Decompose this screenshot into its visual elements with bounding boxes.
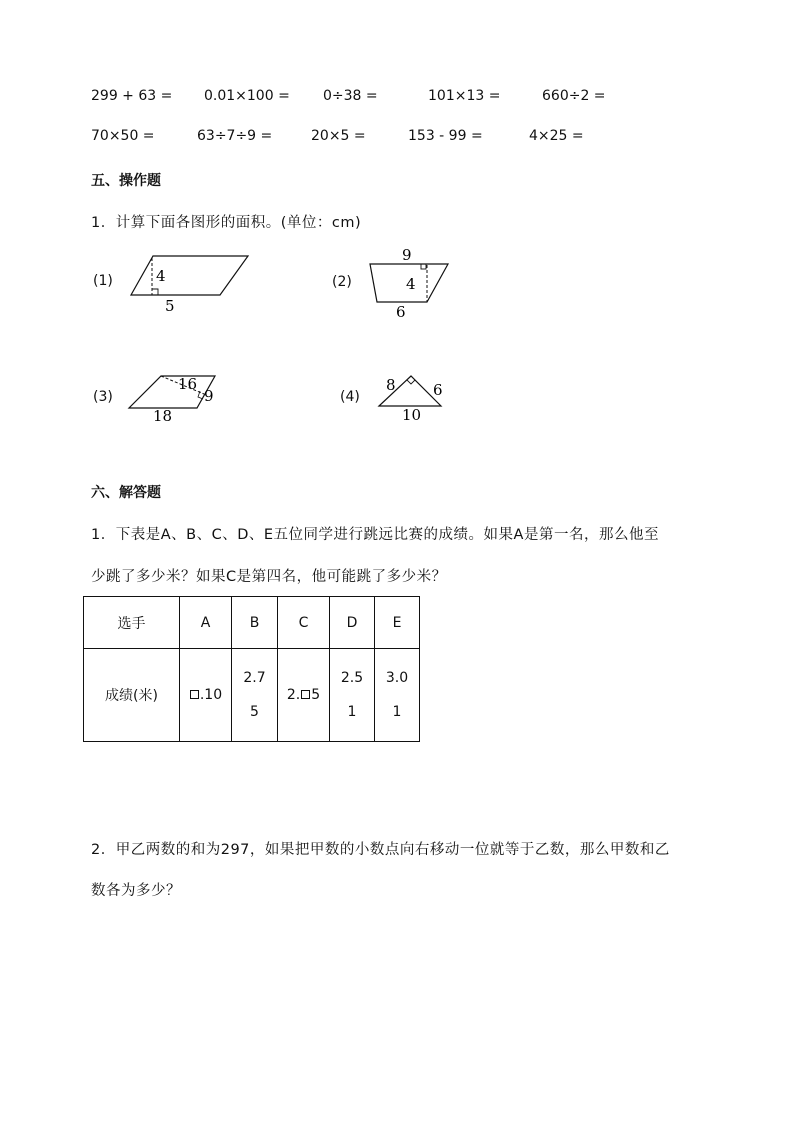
- figure-3-label: (3): [93, 389, 113, 405]
- header-c: C: [278, 597, 330, 649]
- section-5-title: 五、操作题: [91, 173, 161, 189]
- section-5-q1: 1．计算下面各图形的面积。(单位：cm): [91, 215, 362, 231]
- calc-r2-c4: 153 - 99 =: [408, 128, 483, 144]
- section-6-q1-line2: 少跳了多少米？如果C是第四名，他可能跳了多少米？: [91, 569, 447, 585]
- score-c: 2. 5: [278, 649, 330, 742]
- figure-4-label: (4): [340, 389, 360, 405]
- figure-1-label: (1): [93, 273, 113, 289]
- header-d: D: [330, 597, 375, 649]
- header-a: A: [180, 597, 232, 649]
- header-b: B: [232, 597, 278, 649]
- right-angle-mark: [152, 289, 158, 295]
- figure-4-triangle: [372, 372, 452, 424]
- parallelogram-shape: [131, 256, 248, 295]
- fig3-base: 18: [153, 407, 173, 425]
- blank-box-icon: [190, 690, 199, 699]
- fig1-height: 4: [156, 267, 166, 285]
- figure-3-parallelogram: [125, 368, 220, 426]
- score-d: 2.5 1: [330, 649, 375, 742]
- calc-r1-c5: 660÷2 =: [542, 88, 606, 104]
- calc-r2-c5: 4×25 =: [529, 128, 584, 144]
- section-6-q1-line1: 1．下表是A、B、C、D、E五位同学进行跳远比赛的成绩。如果A是第一名，那么他至: [91, 527, 659, 543]
- calc-r2-c3: 20×5 =: [311, 128, 366, 144]
- fig4-left: 8: [386, 376, 396, 394]
- figure-2-trapezoid: [364, 246, 454, 321]
- fig2-bottom: 6: [396, 303, 406, 321]
- table-score-row: [84, 649, 420, 742]
- figure-1-parallelogram: [125, 250, 255, 315]
- header-player: 选手: [84, 597, 180, 649]
- section-6-q2-line2: 数各为多少？: [91, 883, 181, 899]
- section-6-q2-line1: 2．甲乙两数的和为297，如果把甲数的小数点向右移动一位就等于乙数，那么甲数和乙: [91, 842, 670, 858]
- fig3-side: 9: [204, 387, 214, 405]
- fig4-right: 6: [433, 381, 443, 399]
- figure-2-label: (2): [332, 274, 352, 290]
- right-angle-mark: [407, 380, 415, 384]
- blank-box-icon: [301, 690, 310, 699]
- calc-r1-c2: 0.01×100 =: [204, 88, 290, 104]
- calc-r1-c4: 101×13 =: [428, 88, 501, 104]
- header-e: E: [375, 597, 420, 649]
- calc-r1-c1: 299 + 63 =: [91, 88, 173, 104]
- calc-r2-c2: 63÷7÷9 =: [197, 128, 273, 144]
- fig4-base: 10: [402, 406, 422, 424]
- score-a: .10: [180, 649, 232, 742]
- calc-r1-c3: 0÷38 =: [323, 88, 378, 104]
- calc-r2-c1: 70×50 =: [91, 128, 155, 144]
- fig3-diag: 16: [178, 375, 198, 393]
- score-b: 2.7 5: [232, 649, 278, 742]
- score-e: 3.0 1: [375, 649, 420, 742]
- row-label: 成绩(米): [84, 649, 180, 742]
- scores-table: [83, 596, 420, 742]
- fig1-base: 5: [165, 297, 175, 315]
- right-angle-mark: [421, 264, 426, 269]
- fig2-height: 4: [406, 275, 416, 293]
- section-6-title: 六、解答题: [91, 485, 161, 501]
- table-header-row: [84, 597, 420, 649]
- fig2-top: 9: [402, 246, 412, 264]
